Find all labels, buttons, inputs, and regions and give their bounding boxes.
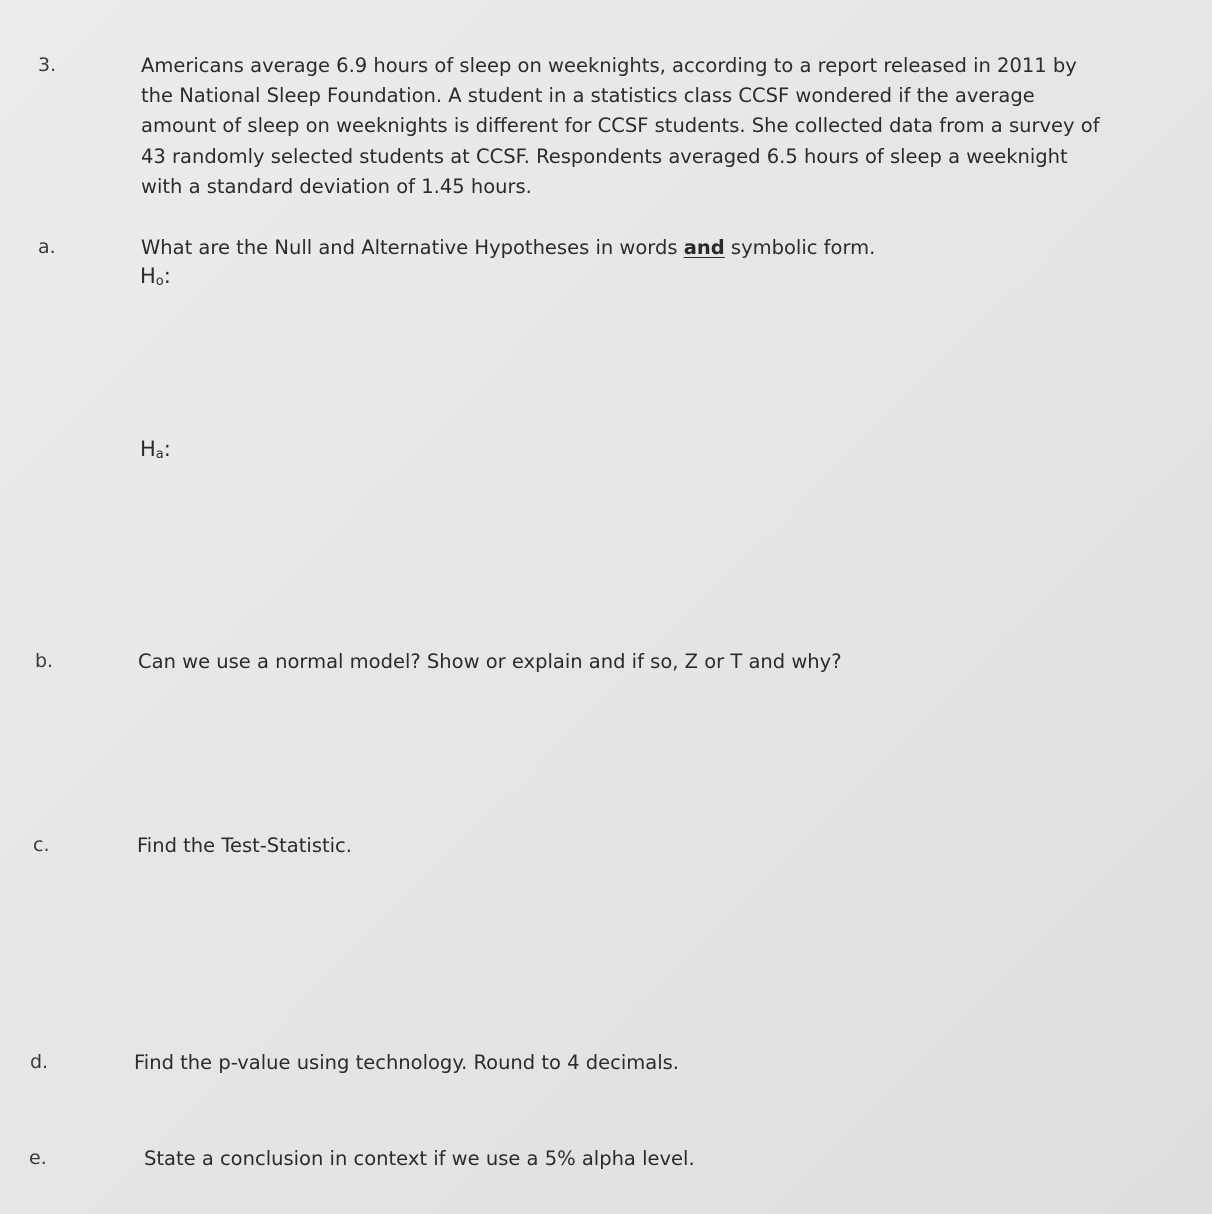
part-c-prompt: Find the Test-Statistic. (137, 834, 352, 857)
part-c-label: c. (33, 834, 50, 856)
part-a-prompt-start: What are the Null and Alternative Hypotheses in words (141, 236, 684, 259)
problem-line-1: Americans average 6.9 hours of sleep on weeknights, according to a report released in 2011 by (141, 54, 1077, 77)
part-b-prompt: Can we use a normal model? Show or explain and if so, Z or T and why? (138, 650, 842, 673)
part-a-prompt (141, 233, 875, 263)
part-a-prompt-emphasis: and (683, 236, 725, 259)
null-hypothesis-colon: : (163, 264, 171, 288)
problem-number: 3. (38, 54, 57, 76)
problem-statement (141, 51, 1151, 202)
part-d-label: d. (30, 1051, 49, 1073)
alternative-hypothesis-label (140, 437, 171, 462)
alternative-hypothesis-colon: : (163, 437, 171, 461)
part-a-prompt-end: symbolic form. (724, 236, 876, 259)
problem-line-2: the National Sleep Foundation. A student in a statistics class CCSF wondered if the average (141, 84, 1035, 108)
problem-line-5: with a standard deviation of 1.45 hours. (141, 174, 532, 198)
part-e-label: e. (29, 1147, 47, 1169)
problem-line-4: 43 randomly selected students at CCSF. Respondents averaged 6.5 hours of sleep a weeknight (141, 144, 1068, 168)
alternative-hypothesis-h: H (140, 437, 156, 461)
part-e-prompt: State a conclusion in context if we use a 5% alpha level. (144, 1147, 695, 1170)
null-hypothesis-h: H (140, 264, 156, 288)
null-hypothesis-subscript: o (155, 274, 164, 289)
alternative-hypothesis-subscript: a (155, 447, 164, 462)
problem-line-3: amount of sleep on weeknights is different for CCSF students. She collected data from a survey of (141, 114, 1100, 138)
null-hypothesis-label (140, 264, 171, 289)
part-d-prompt: Find the p-value using technology. Round to 4 decimals. (134, 1051, 679, 1074)
part-a-label: a. (38, 236, 56, 258)
part-b-label: b. (35, 650, 54, 672)
